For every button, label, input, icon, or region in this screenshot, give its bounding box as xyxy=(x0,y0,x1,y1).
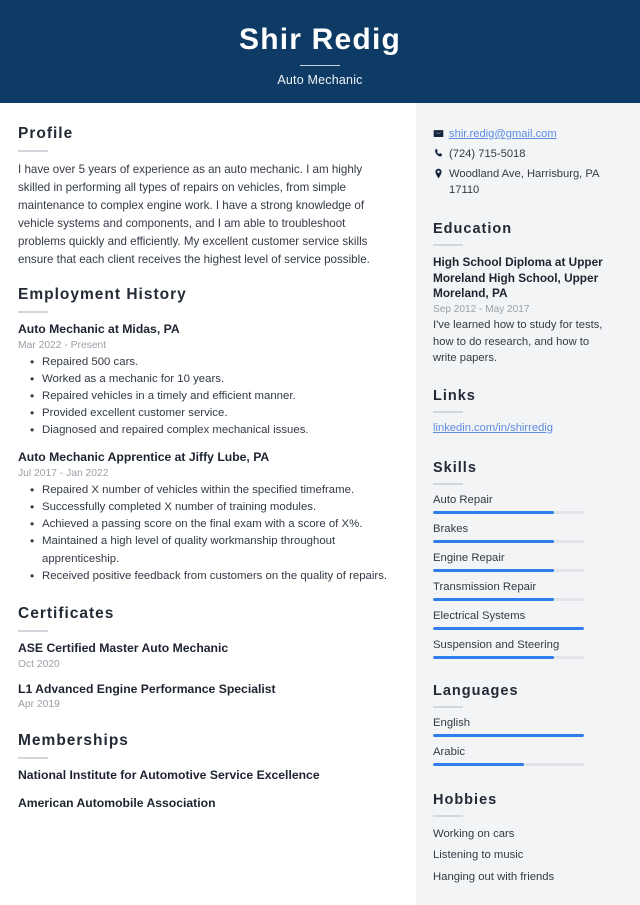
job-bullet: • Achieved a passing score on the final exam with a score of X%. xyxy=(18,516,394,533)
language-label: Arabic xyxy=(433,746,466,759)
section-divider xyxy=(433,815,463,817)
profile-heading: Profile xyxy=(18,125,74,142)
certificates-heading: Certificates xyxy=(18,604,115,622)
job-bullet: • Successfully completed X number of training modules. xyxy=(18,499,394,516)
skill-item xyxy=(433,523,614,543)
contact-phone: (724) 715-5018 xyxy=(449,147,526,160)
contact-block xyxy=(433,127,614,199)
language-bar-fill xyxy=(433,734,584,737)
section-profile xyxy=(18,125,394,269)
memberships-heading: Memberships xyxy=(18,732,129,750)
certificate-title: ASE Certified Master Auto Mechanic xyxy=(18,640,229,655)
employment-entry xyxy=(18,450,394,585)
certificate-date: Apr 2019 xyxy=(18,699,60,711)
section-links xyxy=(433,388,614,434)
skill-bar-fill xyxy=(433,540,554,543)
section-hobbies xyxy=(433,792,614,885)
job-title: Auto Mechanic Apprentice at Jiffy Lube, PA xyxy=(18,450,270,465)
location-pin-icon xyxy=(433,167,449,179)
job-bullet: • Worked as a mechanic for 10 years. xyxy=(18,371,394,388)
skill-label: Transmission Repair xyxy=(433,581,537,594)
hobby-item: Working on cars xyxy=(433,828,515,841)
education-date: Sep 2012 - May 2017 xyxy=(433,304,530,316)
skill-label: Suspension and Steering xyxy=(433,639,560,652)
language-item xyxy=(433,746,614,766)
main-column xyxy=(0,103,416,905)
membership-item: American Automobile Association xyxy=(18,796,216,811)
education-entry xyxy=(433,255,614,366)
section-divider xyxy=(433,706,463,708)
resume-header xyxy=(0,0,640,103)
job-bullet: • Maintained a high level of quality workmanship throughout apprenticeship. xyxy=(18,533,394,567)
skill-bar-track xyxy=(433,598,584,601)
job-bullet: • Repaired X number of vehicles within the specified timeframe. xyxy=(18,482,394,499)
candidate-job-title: Auto Mechanic xyxy=(277,72,363,87)
candidate-name: Shir Redig xyxy=(238,22,401,56)
skill-item xyxy=(433,610,614,630)
job-title: Auto Mechanic at Midas, PA xyxy=(18,321,180,336)
section-divider xyxy=(433,483,463,485)
section-employment-history xyxy=(18,286,394,585)
certificate-entry xyxy=(18,641,394,670)
hobbies-heading: Hobbies xyxy=(433,792,498,809)
skill-bar-fill xyxy=(433,656,554,659)
header-divider xyxy=(300,65,340,66)
languages-heading: Languages xyxy=(433,683,519,700)
certificate-date: Oct 2020 xyxy=(18,658,60,670)
certificate-title: L1 Advanced Engine Performance Specialist xyxy=(18,681,276,696)
skill-bar-fill xyxy=(433,511,554,514)
skill-item xyxy=(433,581,614,601)
link-linkedin[interactable]: linkedin.com/in/shirredig xyxy=(433,422,554,435)
job-bullet: • Provided excellent customer service. xyxy=(18,405,394,422)
skill-label: Engine Repair xyxy=(433,552,505,565)
skill-item xyxy=(433,552,614,572)
language-bar-fill xyxy=(433,763,524,766)
section-memberships xyxy=(18,732,394,810)
contact-address-row xyxy=(433,167,614,199)
contact-email[interactable]: shir.redig@gmail.com xyxy=(449,128,557,140)
sidebar-column xyxy=(416,103,640,905)
skill-bar-track xyxy=(433,511,584,514)
skill-label: Auto Repair xyxy=(433,494,493,507)
contact-phone-row xyxy=(433,147,614,163)
membership-item: National Institute for Automotive Service Excellence xyxy=(18,768,320,783)
employment-entry xyxy=(18,322,394,439)
language-item xyxy=(433,717,614,737)
skill-label: Electrical Systems xyxy=(433,610,526,623)
education-title: High School Diploma at Upper Moreland High School, Upper Moreland, PA xyxy=(433,254,603,301)
language-bar-track xyxy=(433,763,584,766)
job-bullet: • Repaired vehicles in a timely and efficient manner. xyxy=(18,388,394,405)
section-divider xyxy=(433,411,463,413)
hobby-item: Hanging out with friends xyxy=(433,870,555,883)
profile-text: I have over 5 years of experience as an auto mechanic. I am highly skilled in performing all types of repairs on vehicles, from simple maintenance to complex engine work. I have a strong knowledge of vehicle systems and components, and I am able to troubleshoot problems quickly and efficiently. My excellent customer service skills ensure that each client receives the highest level of service possible. xyxy=(18,163,370,266)
section-divider xyxy=(18,757,48,759)
skill-bar-fill xyxy=(433,598,554,601)
skill-bar-fill xyxy=(433,569,554,572)
section-skills xyxy=(433,460,614,659)
skill-item xyxy=(433,639,614,659)
section-education xyxy=(433,221,614,366)
job-bullet: • Repaired 500 cars. xyxy=(18,354,394,371)
education-description: I've learned how to study for tests, how to do research, and how to write papers. xyxy=(433,319,603,364)
employment-heading: Employment History xyxy=(18,285,187,303)
skill-bar-track xyxy=(433,656,584,659)
section-divider xyxy=(18,311,48,313)
section-divider xyxy=(18,630,48,632)
language-label: English xyxy=(433,717,471,730)
links-heading: Links xyxy=(433,388,476,405)
skill-bar-track xyxy=(433,540,584,543)
skill-bar-fill xyxy=(433,627,584,630)
contact-address: Woodland Ave, Harrisburg, PA 17110 xyxy=(449,167,599,196)
hobby-item: Listening to music xyxy=(433,849,524,862)
section-divider xyxy=(18,150,48,152)
section-certificates xyxy=(18,605,394,711)
section-divider xyxy=(433,244,463,246)
job-date: Jul 2017 - Jan 2022 xyxy=(18,468,109,480)
envelope-icon xyxy=(433,127,449,139)
skill-bar-track xyxy=(433,627,584,630)
job-bullet: • Received positive feedback from customers on the quality of repairs. xyxy=(18,568,394,585)
skill-item xyxy=(433,494,614,514)
resume-body xyxy=(0,103,640,905)
contact-email-row[interactable] xyxy=(433,127,614,143)
education-heading: Education xyxy=(433,220,513,237)
certificate-entry xyxy=(18,682,394,711)
job-date: Mar 2022 - Present xyxy=(18,339,107,351)
skills-heading: Skills xyxy=(433,460,477,477)
language-bar-track xyxy=(433,734,584,737)
job-bullet-list xyxy=(18,354,394,440)
skill-label: Brakes xyxy=(433,523,469,536)
job-bullet-list xyxy=(18,482,394,585)
section-languages xyxy=(433,683,614,766)
job-bullet: • Diagnosed and repaired complex mechanical issues. xyxy=(18,422,394,439)
skill-bar-track xyxy=(433,569,584,572)
phone-icon xyxy=(433,147,449,159)
